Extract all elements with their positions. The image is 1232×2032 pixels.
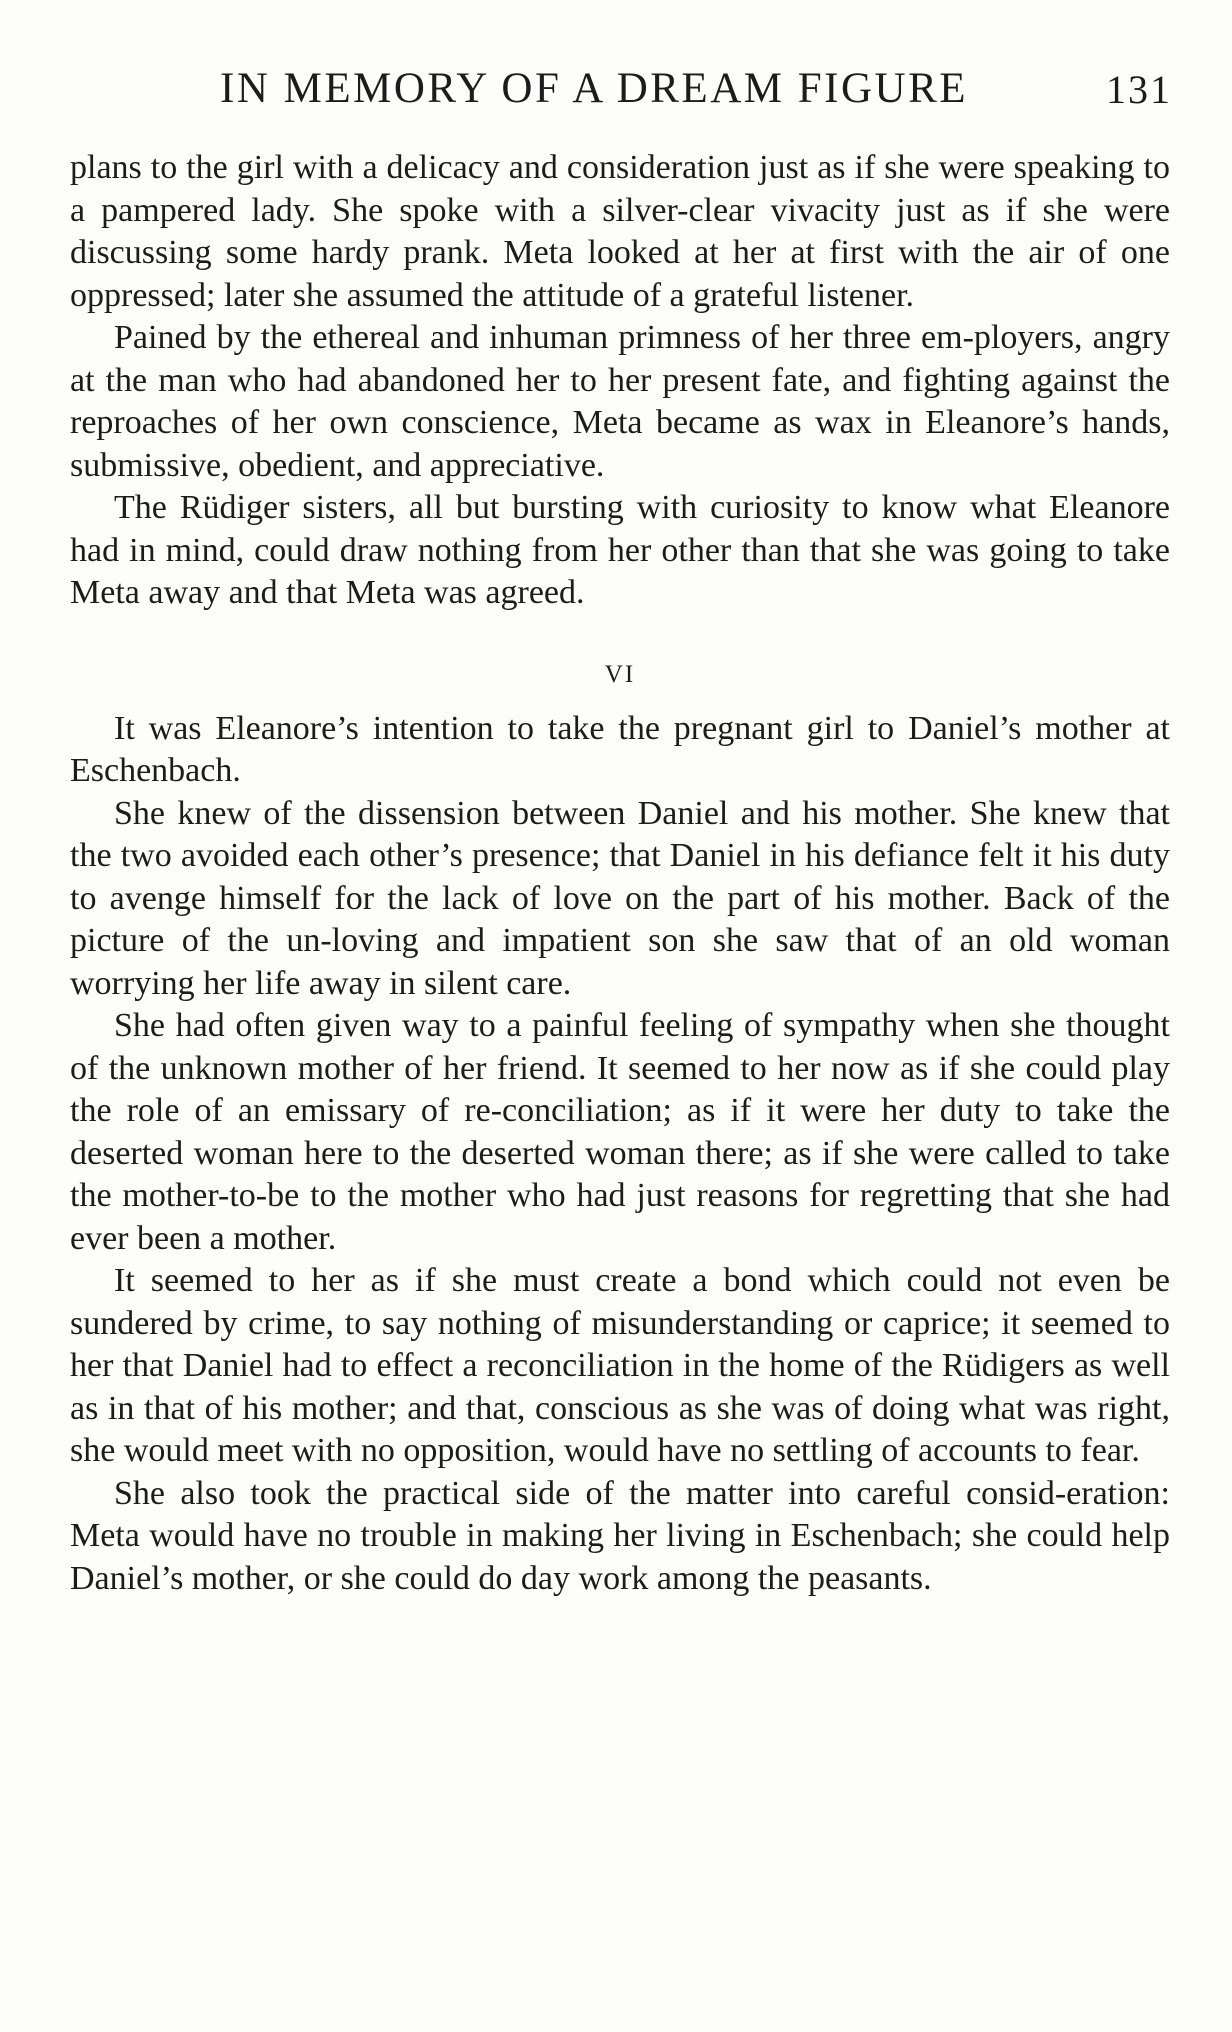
running-title: IN MEMORY OF A DREAM FIGURE bbox=[220, 65, 969, 112]
page-number: 131 bbox=[1106, 67, 1172, 112]
paragraph: She also took the practical side of the matter into careful consid-eration: Meta would have no trouble in making her living in Eschenbach; she could help Daniel’s mother, or she could do day work among the peasants. bbox=[70, 1474, 1170, 1597]
paragraph: She had often given way to a painful feeling of sympathy when she thought of the unknown mother of her friend. It seemed to her now as if she could play the role of an emissary of re-conciliation; as if it were her duty to take the deserted woman here to the deserted woman there; as if she were called to take the mother-to-be to the mother who had just reasons for regretting that she had ever been a mother. bbox=[70, 1007, 1170, 1257]
paragraph: She knew of the dissension between Daniel and his mother. She knew that the two avoided each other’s presence; that Daniel in his defiance felt it his duty to avenge himself for the lack of love on the part of his mother. Back of the picture of the un-loving and impatient son she saw that of an old woman worrying her life away in silent care. bbox=[70, 794, 1170, 1002]
paragraph-continued: plans to the girl with a delicacy and consideration just as if she were speaking to a pampered lady. She spoke with a silver-clear vivacity just as if she were discussing some hardy prank. Meta looked at her at first with the air of one oppressed; later she assumed the attitude of a grateful listener. bbox=[70, 149, 1170, 314]
paragraph: It was Eleanore’s intention to take the pregnant girl to Daniel’s mother at Eschenbach. bbox=[70, 709, 1170, 789]
body-text bbox=[70, 147, 1170, 1600]
paragraph: The Rüdiger sisters, all but bursting with curiosity to know what Eleanore had in mind, could draw nothing from her other than that she was going to take Meta away and that Meta was agreed. bbox=[70, 489, 1170, 611]
running-head bbox=[70, 64, 1172, 124]
paragraph: It seemed to her as if she must create a bond which could not even be sundered by crime, to say nothing of misunderstanding or caprice; it seemed to her that Daniel had to effect a reconciliation in the home of the Rüdigers as well as in that of his mother; and that, conscious as she was of doing what was right, she would meet with no opposition, would have no settling of accounts to fear. bbox=[70, 1262, 1170, 1469]
paragraph: Pained by the ethereal and inhuman primness of her three em-ployers, angry at the man who had abandoned her to her present fate, and fighting against the reproaches of her own conscience, Meta became as wax in Eleanore’s hands, submissive, obedient, and appreciative. bbox=[70, 319, 1170, 484]
section-number: VI bbox=[604, 660, 636, 688]
